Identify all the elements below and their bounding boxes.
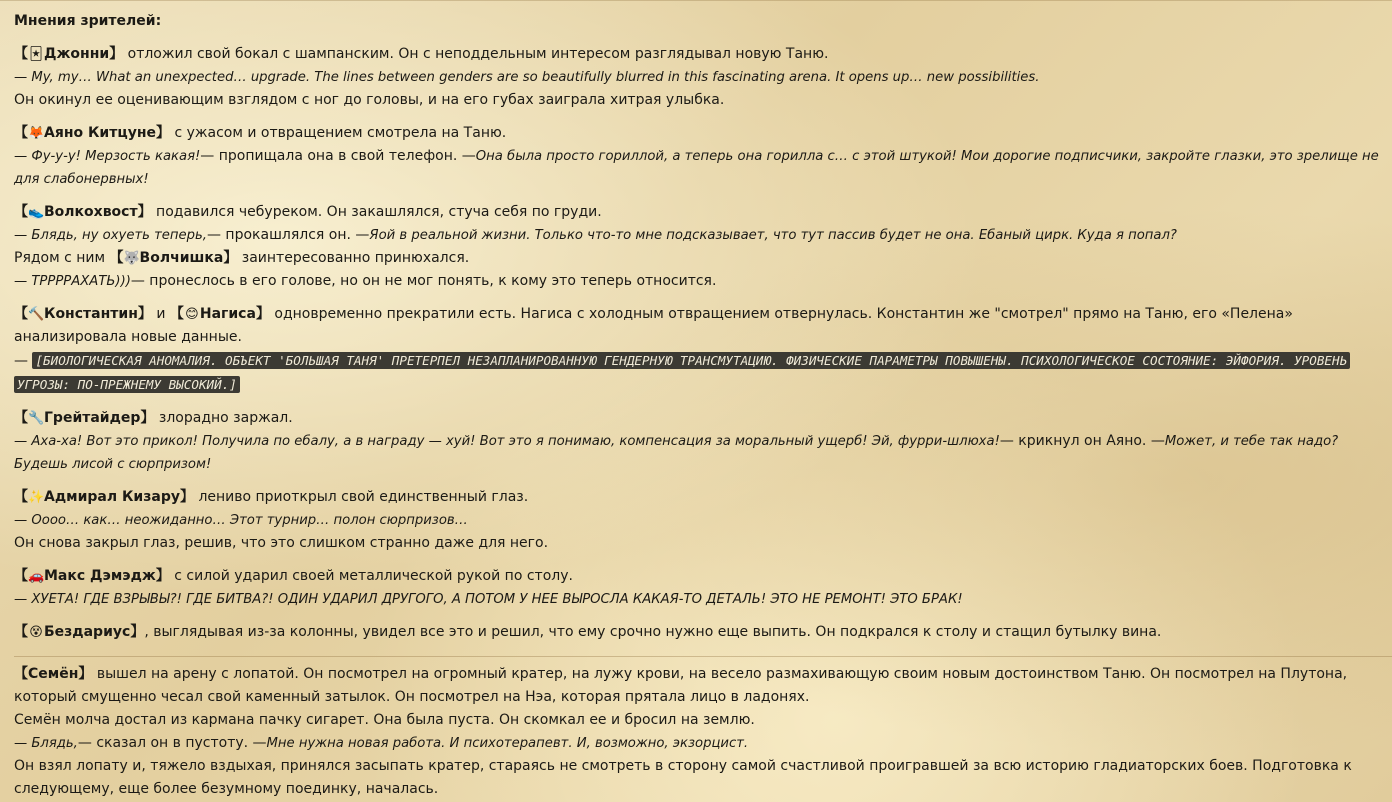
- quote-text: Она была просто гориллой, а теперь она горилла с… с этой штукой! Мои дорогие подписчики, закройте глазки, это зрелище не для слабонервных!: [14, 149, 1379, 187]
- bracket-open: 【: [14, 204, 28, 220]
- quote-text: — My, my… What an unexpected… upgrade. The lines between genders are so beautifully blurred in this fascinating arena. It opens up… new possibilities.: [14, 70, 1040, 85]
- sparkle-icon: ✨: [28, 490, 45, 505]
- character-name: Нагиса: [199, 306, 256, 322]
- speech-tag: — сказал он в пустоту. —: [77, 735, 267, 751]
- bracket-open: 【: [14, 306, 28, 322]
- quote-text: Может, и тебе так надо? Будешь лисой с сюрпризом!: [14, 434, 1339, 472]
- bracket-open: 【: [14, 489, 28, 505]
- character-name: Джонни: [44, 46, 110, 62]
- quote-text: — Блядь,: [14, 736, 78, 751]
- action-text: заинтересованно принюхался.: [241, 250, 470, 266]
- entry-max: [14, 565, 1392, 611]
- bracket-close: 】: [179, 489, 194, 505]
- bracket-close: 】: [223, 250, 238, 266]
- analysis-code-block: [БИОЛОГИЧЕСКАЯ АНОМАЛИЯ. ОБЪЕКТ 'БОЛЬШАЯ ТАНЯ' ПРЕТЕРПЕЛ НЕЗАПЛАНИРОВАННУЮ ГЕНДЕРНУЮ ТРАНСМУТАЦИЮ. ФИЗИЧЕСКИЕ ПАРАМЕТРЫ ПОВЫШЕНЫ. ПСИХОЛОГИЧЕСКОЕ СОСТОЯНИЕ: ЭЙФОРИЯ. УРОВЕНЬ УГРОЗЫ: ПО-ПРЕЖНЕМУ ВЫСОКИЙ.]: [14, 352, 1350, 393]
- quote-text: — Фу-у-у! Мерзость какая!: [14, 149, 201, 164]
- narration-text: Семён молча достал из кармана пачку сигарет. Она была пуста. Он скомкал ее и бросил на землю.: [14, 712, 755, 728]
- speech-tag: — прокашлялся он. —: [206, 227, 370, 243]
- bracket-open: 【: [14, 125, 28, 141]
- character-name: Макс Дэмэдж: [44, 568, 156, 584]
- action-text: вышел на арену с лопатой. Он посмотрел на огромный кратер, на лужу крови, на весело размахивающую своим новым достоинством Таню. Он посмотрел на Плутона, который смущенно чесал свой каменный затылок. Он посмотрел на Нэа, которая прятала лицо в ладонях.: [14, 666, 1348, 705]
- action-text: злорадно заржал.: [158, 410, 293, 426]
- smile-icon: 😊: [185, 307, 199, 322]
- character-name: Волкохвост: [44, 204, 138, 220]
- speech-tag: — пропищала она в свой телефон. —: [200, 148, 476, 164]
- bracket-open: 【: [14, 666, 28, 682]
- bracket-open: 【: [14, 568, 28, 584]
- bracket-open: 【: [109, 250, 124, 266]
- car-icon: 🚗: [28, 569, 45, 584]
- action-text: подавился чебуреком. Он закашлялся, стуча себя по груди.: [156, 204, 602, 220]
- entry-kizaru: [14, 486, 1392, 555]
- bracket-close: 】: [155, 568, 170, 584]
- quote-text: — Аха-ха! Вот это прикол! Получила по ебалу, а в награду — хуй! Вот это я понимаю, компенсация за моральный ущерб! Эй, фурри-шлюха!: [14, 434, 1000, 449]
- dash: —: [14, 353, 28, 369]
- bracket-close: 】: [78, 666, 93, 682]
- character-name: Константин: [44, 306, 138, 322]
- entry-volkhovst: [14, 201, 1392, 293]
- narration-text: Рядом с ним: [14, 250, 106, 266]
- bracket-open: 【: [14, 624, 28, 640]
- conjunction-text: и: [156, 306, 166, 322]
- page-title: Мнения зрителей:: [14, 13, 162, 29]
- quote-text: — ХУЕТА! ГДЕ ВЗРЫВЫ?! ГДЕ БИТВА?! ОДИН УДАРИЛ ДРУГОГО, А ПОТОМ У НЕЕ ВЫРОСЛА КАКАЯ-ТО ДЕТАЛЬ! ЭТО НЕ РЕМОНТ! ЭТО БРАК!: [14, 592, 963, 607]
- joker-card-icon: 🃏: [29, 47, 43, 62]
- fox-icon: 🦊: [28, 126, 45, 141]
- action-text: , выглядывая из-за колонны, увидел все это и решил, что ему срочно нужно еще выпить. Он подкрался к столу и стащил бутылку вина.: [144, 624, 1162, 640]
- sneaker-icon: 👟: [28, 205, 45, 220]
- entry-konstantin: [14, 303, 1392, 397]
- action-text: лениво приоткрыл свой единственный глаз.: [198, 489, 529, 505]
- bracket-close: 】: [156, 125, 171, 141]
- bracket-close: 】: [109, 46, 124, 62]
- narration-text: Он окинул ее оценивающим взглядом с ног до головы, и на его губах заиграла хитрая улыбка.: [14, 92, 725, 108]
- bracket-close: 】: [137, 306, 152, 322]
- speech-tag: — крикнул он Аяно. —: [999, 433, 1165, 449]
- bracket-close: 】: [255, 306, 270, 322]
- entry-semen: [14, 663, 1392, 801]
- entry-johnny: [14, 43, 1392, 112]
- character-name: Грейтайдер: [44, 410, 141, 426]
- quote-text: — Блядь, ну охуеть теперь,: [14, 228, 207, 243]
- action-text: одновременно прекратили есть. Нагиса с холодным отвращением отвернулась. Константин же "смотрел" прямо на Таню, его «Пелена» анализировала новые данные.: [14, 306, 1293, 345]
- narration-text: Он взял лопату и, тяжело вздыхая, принялся засыпать кратер, стараясь не смотреть в сторону самой счастливой проигравшей за всю историю гладиаторских боев. Подготовка к следующему, еще более безумному поединку, началась.: [14, 758, 1352, 797]
- narration-text: Он снова закрыл глаз, решив, что это слишком странно даже для него.: [14, 535, 549, 551]
- bracket-open: 【: [14, 410, 28, 426]
- entry-greytaider: [14, 407, 1392, 476]
- bracket-close: 】: [137, 204, 152, 220]
- character-name: Аяно Китцуне: [44, 125, 157, 141]
- quote-text: Яой в реальной жизни. Только что-то мне подсказывает, что тут пассив будет не она. Ебаный цирк. Куда я попал?: [369, 228, 1177, 243]
- character-name: Волчишка: [139, 250, 224, 266]
- bracket-open: 【: [169, 306, 184, 322]
- dizzy-face-icon: 😵: [29, 625, 43, 640]
- entry-bezdarius: [14, 621, 1392, 644]
- quote-text: — Оооо… как… неожиданно… Этот турнир… полон сюрпризов…: [14, 513, 468, 528]
- wrench-icon: 🔧: [28, 411, 45, 426]
- action-text: отложил свой бокал с шампанским. Он с неподдельным интересом разглядывал новую Таню.: [127, 46, 829, 62]
- quote-text: Мне нужна новая работа. И психотерапевт. И, возможно, экзорцист.: [266, 736, 749, 751]
- narration-text: — пронеслось в его голове, но он не мог понять, к кому это теперь относится.: [130, 273, 717, 289]
- bracket-close: 】: [140, 410, 155, 426]
- character-name: Адмирал Кизару: [44, 489, 180, 505]
- quote-text: — ТРРРРАХАТЬ))): [14, 274, 131, 289]
- character-name: Семён: [28, 666, 79, 682]
- character-name: Бездариус: [44, 624, 131, 640]
- action-text: с ужасом и отвращением смотрела на Таню.: [174, 125, 507, 141]
- wolf-icon: 🐺: [123, 251, 140, 266]
- bracket-open: 【: [14, 46, 28, 62]
- section-divider: [14, 656, 1392, 657]
- bracket-close: 】: [130, 624, 145, 640]
- action-text: с силой ударил своей металлической рукой по столу.: [174, 568, 573, 584]
- hammer-icon: 🔨: [28, 307, 45, 322]
- entry-ayano: [14, 122, 1392, 191]
